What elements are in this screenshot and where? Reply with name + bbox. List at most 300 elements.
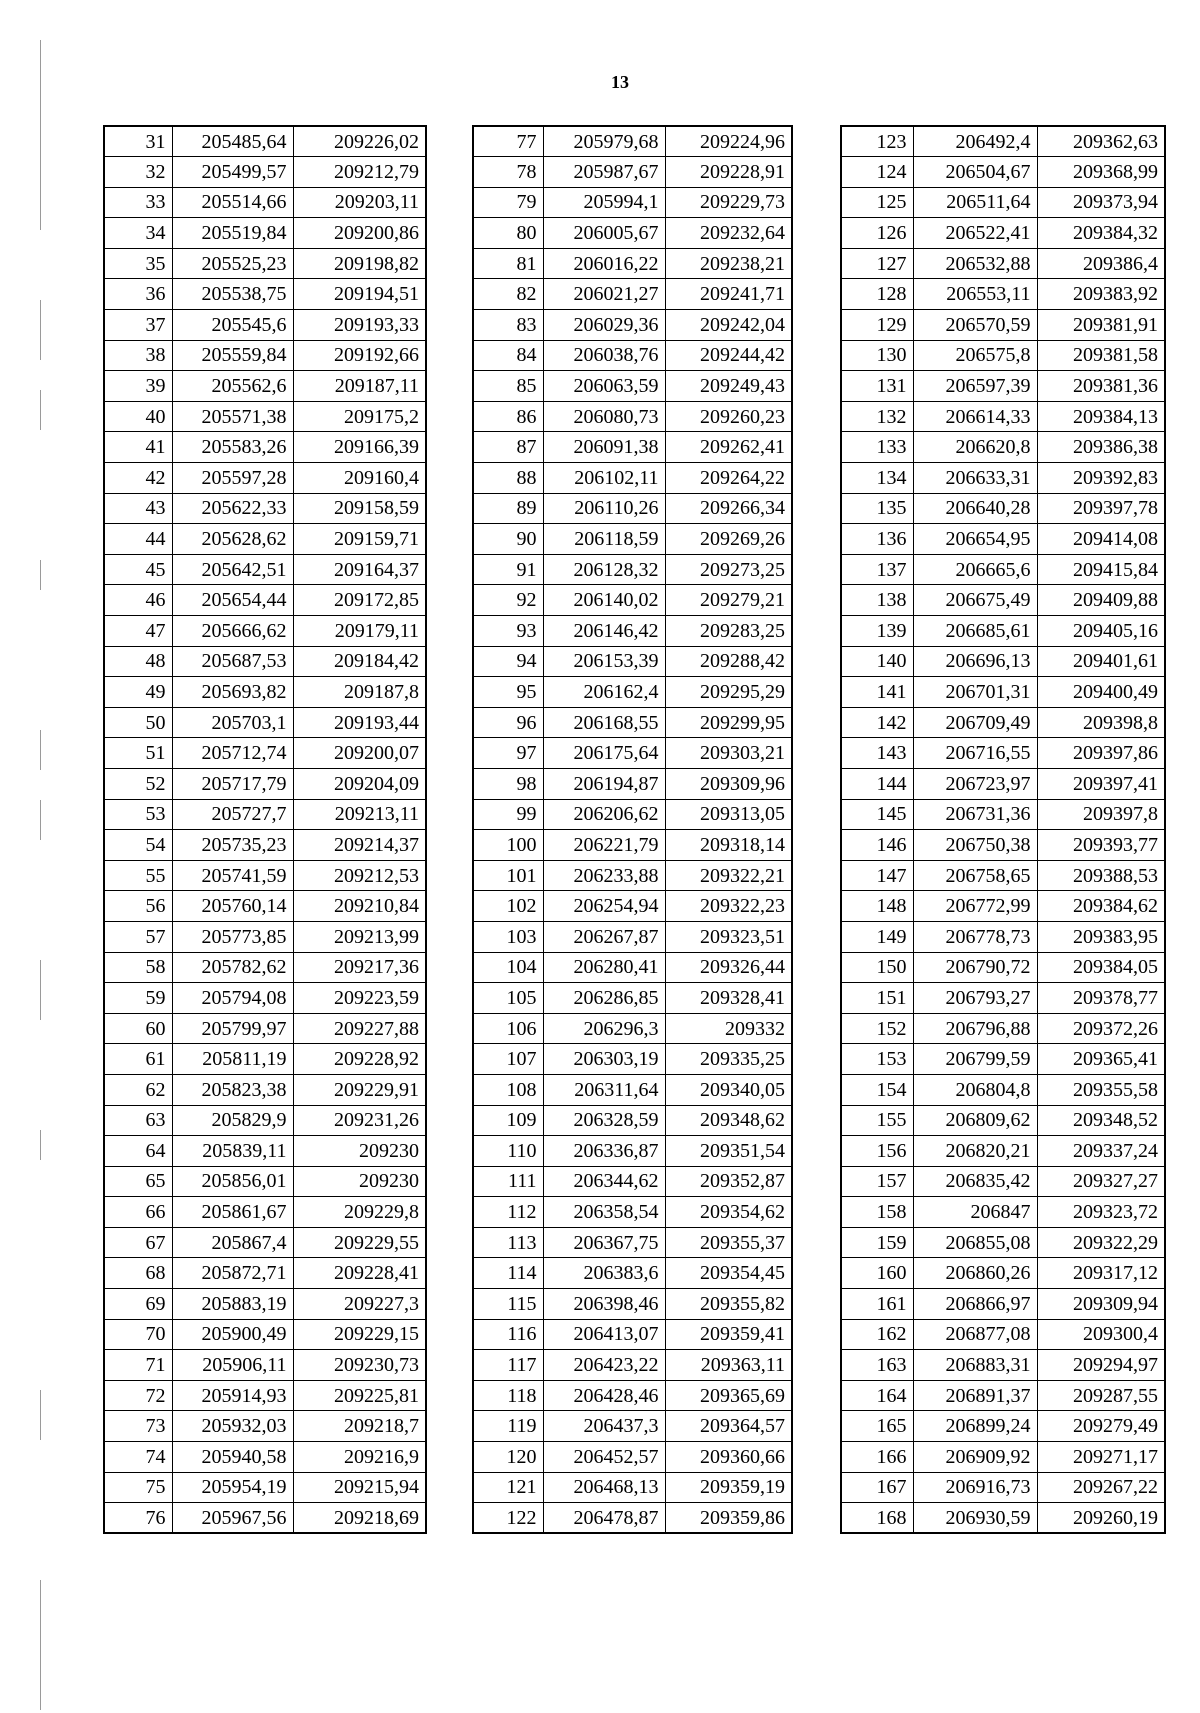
y-coordinate-cell: 209216,9 xyxy=(293,1442,426,1473)
x-coordinate-cell: 206005,67 xyxy=(543,218,665,249)
table-row xyxy=(473,218,792,249)
x-coordinate-cell: 206280,41 xyxy=(543,952,665,983)
y-coordinate-cell: 209231,26 xyxy=(293,1105,426,1136)
point-number-cell: 116 xyxy=(473,1319,543,1350)
x-coordinate-cell: 206685,61 xyxy=(913,616,1037,647)
x-coordinate-cell: 206080,73 xyxy=(543,401,665,432)
point-number-cell: 98 xyxy=(473,768,543,799)
table-row xyxy=(473,432,792,463)
table-row xyxy=(473,768,792,799)
table-row xyxy=(104,738,426,769)
point-number-cell: 81 xyxy=(473,248,543,279)
table-row xyxy=(473,279,792,310)
table-row xyxy=(841,340,1165,371)
x-coordinate-cell: 206383,6 xyxy=(543,1258,665,1289)
x-coordinate-cell: 206930,59 xyxy=(913,1503,1037,1534)
x-coordinate-cell: 206665,6 xyxy=(913,554,1037,585)
point-number-cell: 152 xyxy=(841,1013,913,1044)
table-row xyxy=(841,310,1165,341)
table-row xyxy=(841,1258,1165,1289)
y-coordinate-cell: 209187,8 xyxy=(293,677,426,708)
y-coordinate-cell: 209160,4 xyxy=(293,463,426,494)
point-number-cell: 144 xyxy=(841,768,913,799)
table-row xyxy=(104,1319,426,1350)
y-coordinate-cell: 209229,73 xyxy=(665,187,792,218)
y-coordinate-cell: 209392,83 xyxy=(1037,463,1165,494)
table-row xyxy=(104,1074,426,1105)
table-row xyxy=(841,1319,1165,1350)
table-row xyxy=(104,279,426,310)
x-coordinate-cell: 205666,62 xyxy=(172,616,293,647)
table-row xyxy=(841,1074,1165,1105)
y-coordinate-cell: 209212,53 xyxy=(293,860,426,891)
y-coordinate-cell: 209230,73 xyxy=(293,1350,426,1381)
x-coordinate-cell: 206311,64 xyxy=(543,1074,665,1105)
point-number-cell: 96 xyxy=(473,707,543,738)
table-row xyxy=(473,1350,792,1381)
point-number-cell: 86 xyxy=(473,401,543,432)
table-row xyxy=(841,1166,1165,1197)
point-number-cell: 67 xyxy=(104,1227,172,1258)
point-number-cell: 154 xyxy=(841,1074,913,1105)
x-coordinate-cell: 206701,31 xyxy=(913,677,1037,708)
point-number-cell: 121 xyxy=(473,1472,543,1503)
table-row xyxy=(104,1105,426,1136)
x-coordinate-cell: 205794,08 xyxy=(172,983,293,1014)
table-row xyxy=(104,248,426,279)
table-row xyxy=(841,401,1165,432)
x-coordinate-cell: 205712,74 xyxy=(172,738,293,769)
point-number-cell: 106 xyxy=(473,1013,543,1044)
point-number-cell: 149 xyxy=(841,921,913,952)
x-coordinate-cell: 205741,59 xyxy=(172,860,293,891)
y-coordinate-cell: 209354,62 xyxy=(665,1197,792,1228)
y-coordinate-cell: 209269,26 xyxy=(665,524,792,555)
table-row xyxy=(473,891,792,922)
point-number-cell: 156 xyxy=(841,1136,913,1167)
table-row xyxy=(841,738,1165,769)
table-row xyxy=(473,585,792,616)
x-coordinate-cell: 205799,97 xyxy=(172,1013,293,1044)
y-coordinate-cell: 209241,71 xyxy=(665,279,792,310)
y-coordinate-cell: 209287,55 xyxy=(1037,1380,1165,1411)
point-number-cell: 131 xyxy=(841,371,913,402)
table-row xyxy=(473,921,792,952)
x-coordinate-cell: 205525,23 xyxy=(172,248,293,279)
y-coordinate-cell: 209213,99 xyxy=(293,921,426,952)
point-number-cell: 43 xyxy=(104,493,172,524)
point-number-cell: 141 xyxy=(841,677,913,708)
table-row xyxy=(473,1227,792,1258)
x-coordinate-cell: 206778,73 xyxy=(913,921,1037,952)
x-coordinate-cell: 205693,82 xyxy=(172,677,293,708)
table-row xyxy=(473,1472,792,1503)
table-row xyxy=(841,585,1165,616)
table-row xyxy=(473,401,792,432)
y-coordinate-cell: 209322,29 xyxy=(1037,1227,1165,1258)
y-coordinate-cell: 209348,52 xyxy=(1037,1105,1165,1136)
point-number-cell: 55 xyxy=(104,860,172,891)
point-number-cell: 65 xyxy=(104,1166,172,1197)
y-coordinate-cell: 209323,51 xyxy=(665,921,792,952)
table-row xyxy=(841,463,1165,494)
y-coordinate-cell: 209348,62 xyxy=(665,1105,792,1136)
y-coordinate-cell: 209384,32 xyxy=(1037,218,1165,249)
y-coordinate-cell: 209227,88 xyxy=(293,1013,426,1044)
table-row xyxy=(104,952,426,983)
table-row xyxy=(841,493,1165,524)
y-coordinate-cell: 209352,87 xyxy=(665,1166,792,1197)
point-number-cell: 53 xyxy=(104,799,172,830)
point-number-cell: 69 xyxy=(104,1289,172,1320)
x-coordinate-cell: 206194,87 xyxy=(543,768,665,799)
table-row xyxy=(104,1013,426,1044)
y-coordinate-cell: 209215,94 xyxy=(293,1472,426,1503)
x-coordinate-cell: 205773,85 xyxy=(172,921,293,952)
point-number-cell: 31 xyxy=(104,126,172,157)
table-row xyxy=(104,1044,426,1075)
y-coordinate-cell: 209203,11 xyxy=(293,187,426,218)
x-coordinate-cell: 206452,57 xyxy=(543,1442,665,1473)
table-row xyxy=(473,187,792,218)
point-number-cell: 150 xyxy=(841,952,913,983)
point-number-cell: 58 xyxy=(104,952,172,983)
x-coordinate-cell: 206413,07 xyxy=(543,1319,665,1350)
y-coordinate-cell: 209327,27 xyxy=(1037,1166,1165,1197)
x-coordinate-cell: 205829,9 xyxy=(172,1105,293,1136)
point-number-cell: 35 xyxy=(104,248,172,279)
point-number-cell: 71 xyxy=(104,1350,172,1381)
table-row xyxy=(104,1472,426,1503)
y-coordinate-cell: 209218,69 xyxy=(293,1503,426,1534)
y-coordinate-cell: 209230 xyxy=(293,1136,426,1167)
y-coordinate-cell: 209337,24 xyxy=(1037,1136,1165,1167)
x-coordinate-cell: 206633,31 xyxy=(913,463,1037,494)
x-coordinate-cell: 205839,11 xyxy=(172,1136,293,1167)
y-coordinate-cell: 209362,63 xyxy=(1037,126,1165,157)
point-number-cell: 83 xyxy=(473,310,543,341)
y-coordinate-cell: 209194,51 xyxy=(293,279,426,310)
x-coordinate-cell: 205954,19 xyxy=(172,1472,293,1503)
point-number-cell: 93 xyxy=(473,616,543,647)
x-coordinate-cell: 206428,46 xyxy=(543,1380,665,1411)
y-coordinate-cell: 209355,82 xyxy=(665,1289,792,1320)
y-coordinate-cell: 209363,11 xyxy=(665,1350,792,1381)
y-coordinate-cell: 209260,19 xyxy=(1037,1503,1165,1534)
table-row xyxy=(841,187,1165,218)
point-number-cell: 45 xyxy=(104,554,172,585)
table-row xyxy=(104,126,426,157)
point-number-cell: 109 xyxy=(473,1105,543,1136)
x-coordinate-cell: 206793,27 xyxy=(913,983,1037,1014)
table-row xyxy=(473,830,792,861)
y-coordinate-cell: 209332 xyxy=(665,1013,792,1044)
x-coordinate-cell: 205760,14 xyxy=(172,891,293,922)
x-coordinate-cell: 205867,4 xyxy=(172,1227,293,1258)
x-coordinate-cell: 206468,13 xyxy=(543,1472,665,1503)
x-coordinate-cell: 206723,97 xyxy=(913,768,1037,799)
y-coordinate-cell: 209400,49 xyxy=(1037,677,1165,708)
table-row xyxy=(473,1442,792,1473)
point-number-cell: 128 xyxy=(841,279,913,310)
table-row xyxy=(473,799,792,830)
table-row xyxy=(104,585,426,616)
point-number-cell: 137 xyxy=(841,554,913,585)
x-coordinate-cell: 206118,59 xyxy=(543,524,665,555)
table-row xyxy=(473,677,792,708)
table-row xyxy=(473,340,792,371)
x-coordinate-cell: 206809,62 xyxy=(913,1105,1037,1136)
x-coordinate-cell: 206063,59 xyxy=(543,371,665,402)
y-coordinate-cell: 209373,94 xyxy=(1037,187,1165,218)
x-coordinate-cell: 206620,8 xyxy=(913,432,1037,463)
table-row xyxy=(841,1197,1165,1228)
x-coordinate-cell: 206423,22 xyxy=(543,1350,665,1381)
x-coordinate-cell: 206437,3 xyxy=(543,1411,665,1442)
point-number-cell: 77 xyxy=(473,126,543,157)
y-coordinate-cell: 209295,29 xyxy=(665,677,792,708)
table-row xyxy=(473,310,792,341)
y-coordinate-cell: 209166,39 xyxy=(293,432,426,463)
table-row xyxy=(841,707,1165,738)
point-number-cell: 51 xyxy=(104,738,172,769)
y-coordinate-cell: 209229,91 xyxy=(293,1074,426,1105)
x-coordinate-cell: 206091,38 xyxy=(543,432,665,463)
y-coordinate-cell: 209172,85 xyxy=(293,585,426,616)
y-coordinate-cell: 209384,13 xyxy=(1037,401,1165,432)
x-coordinate-cell: 205987,67 xyxy=(543,157,665,188)
point-number-cell: 159 xyxy=(841,1227,913,1258)
x-coordinate-cell: 205519,84 xyxy=(172,218,293,249)
y-coordinate-cell: 209359,19 xyxy=(665,1472,792,1503)
x-coordinate-cell: 206860,26 xyxy=(913,1258,1037,1289)
point-number-cell: 136 xyxy=(841,524,913,555)
point-number-cell: 38 xyxy=(104,340,172,371)
table-row xyxy=(104,921,426,952)
y-coordinate-cell: 209393,77 xyxy=(1037,830,1165,861)
y-coordinate-cell: 209217,36 xyxy=(293,952,426,983)
table-row xyxy=(473,1136,792,1167)
table-row xyxy=(104,463,426,494)
x-coordinate-cell: 206796,88 xyxy=(913,1013,1037,1044)
x-coordinate-cell: 205687,53 xyxy=(172,646,293,677)
coordinates-table-2 xyxy=(472,125,793,1534)
y-coordinate-cell: 209398,8 xyxy=(1037,707,1165,738)
point-number-cell: 48 xyxy=(104,646,172,677)
x-coordinate-cell: 206750,38 xyxy=(913,830,1037,861)
y-coordinate-cell: 209355,58 xyxy=(1037,1074,1165,1105)
point-number-cell: 76 xyxy=(104,1503,172,1534)
table-row xyxy=(473,860,792,891)
x-coordinate-cell: 206532,88 xyxy=(913,248,1037,279)
table-row xyxy=(473,952,792,983)
x-coordinate-cell: 206038,76 xyxy=(543,340,665,371)
table-row xyxy=(473,524,792,555)
x-coordinate-cell: 206336,87 xyxy=(543,1136,665,1167)
point-number-cell: 87 xyxy=(473,432,543,463)
point-number-cell: 72 xyxy=(104,1380,172,1411)
scan-margin-mark xyxy=(40,800,41,840)
y-coordinate-cell: 209365,41 xyxy=(1037,1044,1165,1075)
y-coordinate-cell: 209214,37 xyxy=(293,830,426,861)
x-coordinate-cell: 206102,11 xyxy=(543,463,665,494)
point-number-cell: 50 xyxy=(104,707,172,738)
point-number-cell: 164 xyxy=(841,1380,913,1411)
x-coordinate-cell: 206799,59 xyxy=(913,1044,1037,1075)
x-coordinate-cell: 206847 xyxy=(913,1197,1037,1228)
y-coordinate-cell: 209381,91 xyxy=(1037,310,1165,341)
point-number-cell: 95 xyxy=(473,677,543,708)
table-row xyxy=(841,1105,1165,1136)
y-coordinate-cell: 209383,92 xyxy=(1037,279,1165,310)
table-row xyxy=(473,554,792,585)
point-number-cell: 104 xyxy=(473,952,543,983)
y-coordinate-cell: 209326,44 xyxy=(665,952,792,983)
x-coordinate-cell: 205811,19 xyxy=(172,1044,293,1075)
y-coordinate-cell: 209179,11 xyxy=(293,616,426,647)
point-number-cell: 79 xyxy=(473,187,543,218)
y-coordinate-cell: 209415,84 xyxy=(1037,554,1165,585)
table-row xyxy=(841,1380,1165,1411)
x-coordinate-cell: 206790,72 xyxy=(913,952,1037,983)
y-coordinate-cell: 209279,21 xyxy=(665,585,792,616)
point-number-cell: 34 xyxy=(104,218,172,249)
x-coordinate-cell: 206835,42 xyxy=(913,1166,1037,1197)
x-coordinate-cell: 205485,64 xyxy=(172,126,293,157)
table-row xyxy=(841,952,1165,983)
table-row xyxy=(473,248,792,279)
point-number-cell: 92 xyxy=(473,585,543,616)
table-row xyxy=(104,187,426,218)
table-row xyxy=(841,1411,1165,1442)
point-number-cell: 125 xyxy=(841,187,913,218)
point-number-cell: 145 xyxy=(841,799,913,830)
table-row xyxy=(841,157,1165,188)
point-number-cell: 105 xyxy=(473,983,543,1014)
y-coordinate-cell: 209267,22 xyxy=(1037,1472,1165,1503)
x-coordinate-cell: 206110,26 xyxy=(543,493,665,524)
table-row xyxy=(104,799,426,830)
table-row xyxy=(104,860,426,891)
point-number-cell: 120 xyxy=(473,1442,543,1473)
point-number-cell: 39 xyxy=(104,371,172,402)
y-coordinate-cell: 209204,09 xyxy=(293,768,426,799)
point-number-cell: 133 xyxy=(841,432,913,463)
y-coordinate-cell: 209351,54 xyxy=(665,1136,792,1167)
point-number-cell: 40 xyxy=(104,401,172,432)
point-number-cell: 85 xyxy=(473,371,543,402)
point-number-cell: 84 xyxy=(473,340,543,371)
x-coordinate-cell: 206328,59 xyxy=(543,1105,665,1136)
y-coordinate-cell: 209218,7 xyxy=(293,1411,426,1442)
point-number-cell: 160 xyxy=(841,1258,913,1289)
y-coordinate-cell: 209200,86 xyxy=(293,218,426,249)
table-row xyxy=(473,1105,792,1136)
table-row xyxy=(473,1013,792,1044)
y-coordinate-cell: 209228,41 xyxy=(293,1258,426,1289)
table-row xyxy=(473,157,792,188)
point-number-cell: 42 xyxy=(104,463,172,494)
x-coordinate-cell: 205538,75 xyxy=(172,279,293,310)
table-row xyxy=(841,677,1165,708)
y-coordinate-cell: 209200,07 xyxy=(293,738,426,769)
y-coordinate-cell: 209230 xyxy=(293,1166,426,1197)
x-coordinate-cell: 205940,58 xyxy=(172,1442,293,1473)
point-number-cell: 90 xyxy=(473,524,543,555)
table-row xyxy=(473,1166,792,1197)
point-number-cell: 130 xyxy=(841,340,913,371)
point-number-cell: 47 xyxy=(104,616,172,647)
point-number-cell: 117 xyxy=(473,1350,543,1381)
y-coordinate-cell: 209266,34 xyxy=(665,493,792,524)
y-coordinate-cell: 209238,21 xyxy=(665,248,792,279)
y-coordinate-cell: 209381,58 xyxy=(1037,340,1165,371)
y-coordinate-cell: 209359,86 xyxy=(665,1503,792,1534)
x-coordinate-cell: 205559,84 xyxy=(172,340,293,371)
point-number-cell: 61 xyxy=(104,1044,172,1075)
point-number-cell: 70 xyxy=(104,1319,172,1350)
scan-margin-mark xyxy=(40,960,41,1020)
y-coordinate-cell: 209249,43 xyxy=(665,371,792,402)
point-number-cell: 163 xyxy=(841,1350,913,1381)
x-coordinate-cell: 206286,85 xyxy=(543,983,665,1014)
point-number-cell: 122 xyxy=(473,1503,543,1534)
point-number-cell: 147 xyxy=(841,860,913,891)
x-coordinate-cell: 206877,08 xyxy=(913,1319,1037,1350)
y-coordinate-cell: 209388,53 xyxy=(1037,860,1165,891)
x-coordinate-cell: 206344,62 xyxy=(543,1166,665,1197)
y-coordinate-cell: 209378,77 xyxy=(1037,983,1165,1014)
x-coordinate-cell: 206296,3 xyxy=(543,1013,665,1044)
x-coordinate-cell: 205514,66 xyxy=(172,187,293,218)
x-coordinate-cell: 205642,51 xyxy=(172,554,293,585)
point-number-cell: 97 xyxy=(473,738,543,769)
table-row xyxy=(104,554,426,585)
x-coordinate-cell: 206916,73 xyxy=(913,1472,1037,1503)
point-number-cell: 74 xyxy=(104,1442,172,1473)
y-coordinate-cell: 209384,62 xyxy=(1037,891,1165,922)
x-coordinate-cell: 206575,8 xyxy=(913,340,1037,371)
point-number-cell: 165 xyxy=(841,1411,913,1442)
table-row xyxy=(841,371,1165,402)
y-coordinate-cell: 209386,4 xyxy=(1037,248,1165,279)
point-number-cell: 129 xyxy=(841,310,913,341)
table-row xyxy=(104,1350,426,1381)
table-row xyxy=(841,983,1165,1014)
table-row xyxy=(104,983,426,1014)
table-row xyxy=(473,646,792,677)
table-row xyxy=(104,310,426,341)
point-number-cell: 103 xyxy=(473,921,543,952)
y-coordinate-cell: 209335,25 xyxy=(665,1044,792,1075)
table-row xyxy=(104,1166,426,1197)
point-number-cell: 139 xyxy=(841,616,913,647)
x-coordinate-cell: 206221,79 xyxy=(543,830,665,861)
coordinates-table-3 xyxy=(840,125,1166,1534)
x-coordinate-cell: 205583,26 xyxy=(172,432,293,463)
point-number-cell: 166 xyxy=(841,1442,913,1473)
point-number-cell: 142 xyxy=(841,707,913,738)
y-coordinate-cell: 209384,05 xyxy=(1037,952,1165,983)
y-coordinate-cell: 209213,11 xyxy=(293,799,426,830)
coordinates-table-1 xyxy=(103,125,427,1534)
y-coordinate-cell: 209288,42 xyxy=(665,646,792,677)
table-row xyxy=(104,1136,426,1167)
point-number-cell: 157 xyxy=(841,1166,913,1197)
table-row xyxy=(841,248,1165,279)
table-row xyxy=(104,1380,426,1411)
table-row xyxy=(104,616,426,647)
